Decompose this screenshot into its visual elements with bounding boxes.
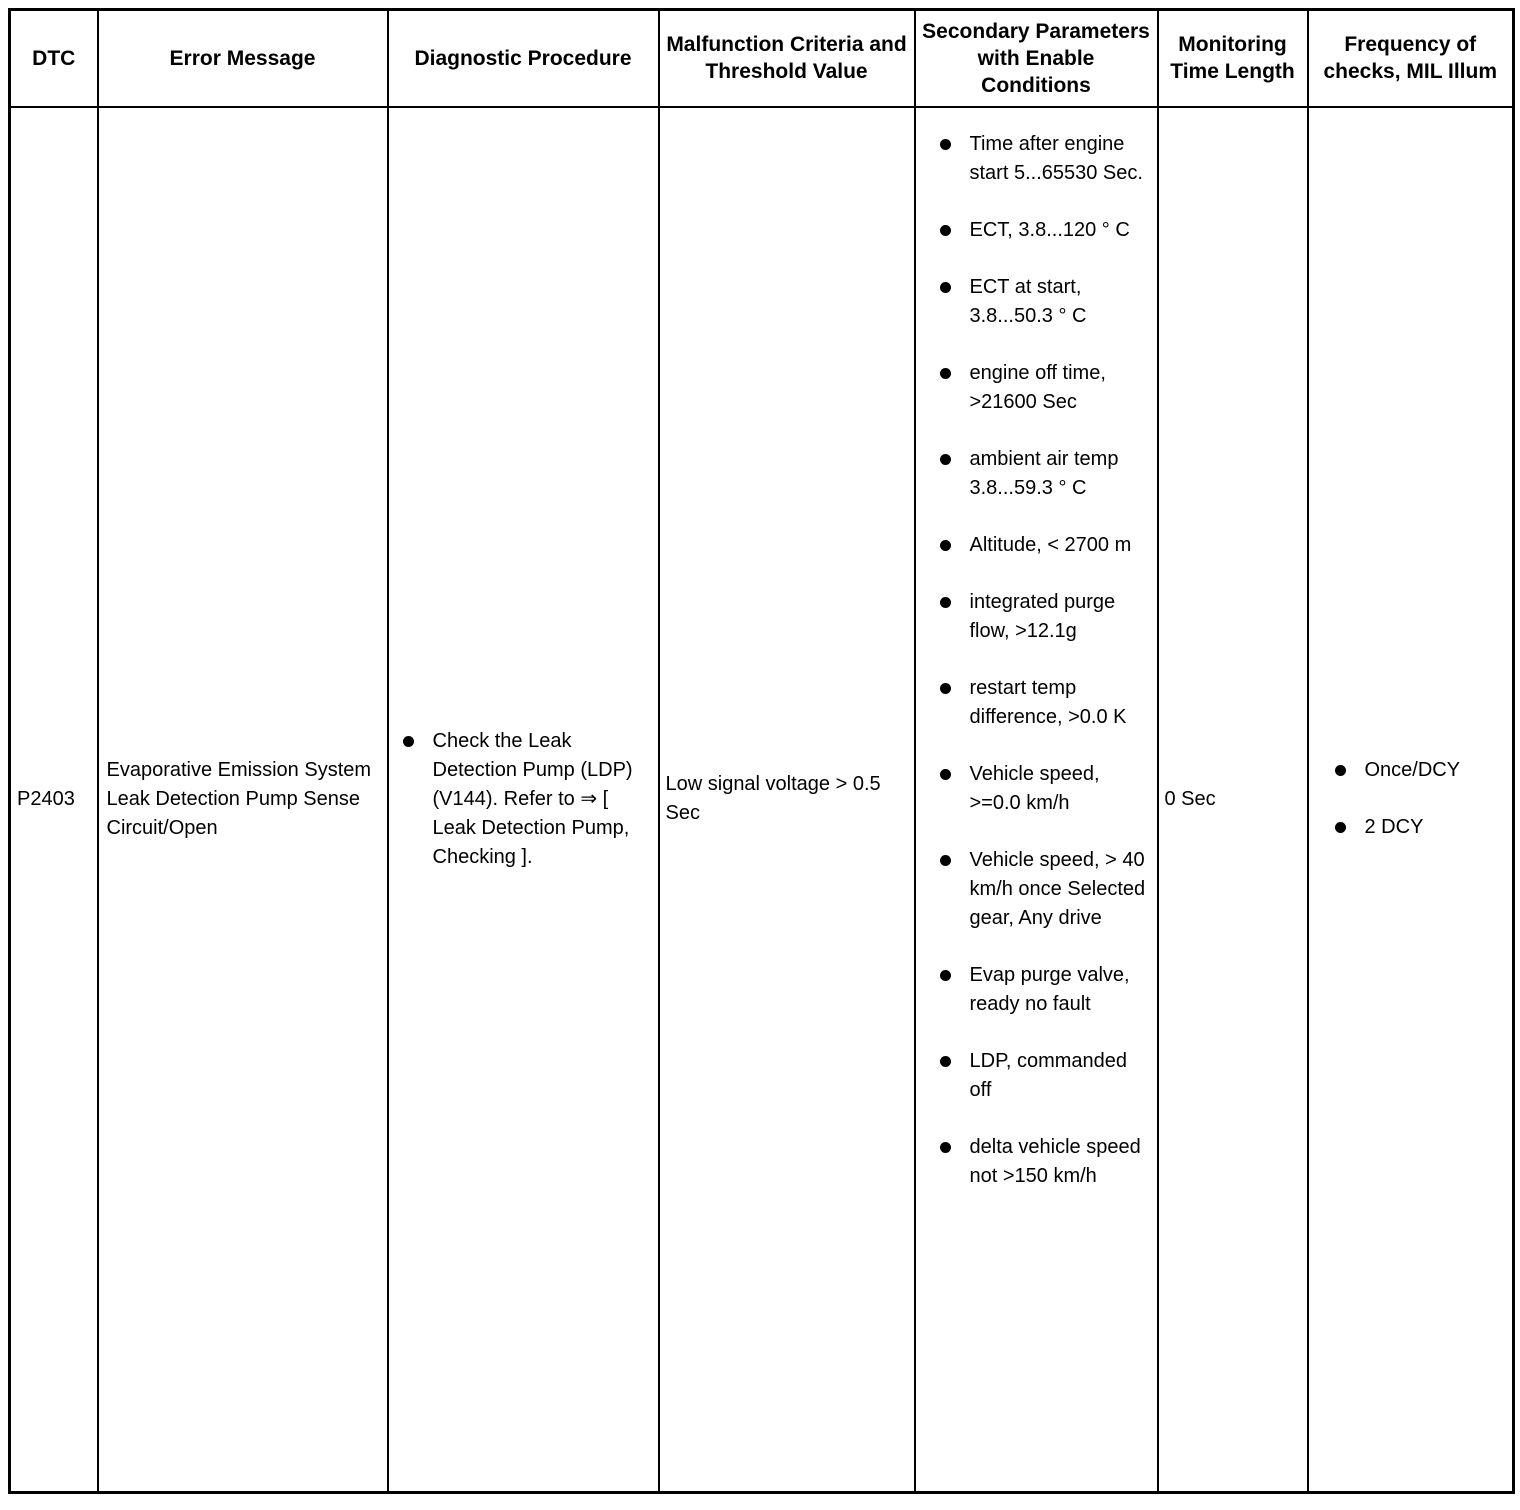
list-item bbox=[940, 760, 1151, 818]
list-item bbox=[940, 445, 1151, 503]
bullet-icon bbox=[940, 540, 951, 551]
bullet-icon bbox=[940, 597, 951, 608]
list-item bbox=[403, 727, 650, 872]
column-header-monitoring-time: Monitoring Time Length bbox=[1158, 10, 1308, 107]
parameter-text: ECT, 3.8...120 ° C bbox=[969, 218, 1130, 241]
bullet-icon bbox=[940, 368, 951, 379]
list-item bbox=[940, 359, 1151, 417]
column-header-error-message: Error Message bbox=[98, 10, 388, 107]
bullet-icon bbox=[403, 736, 414, 747]
list-item bbox=[940, 216, 1151, 245]
list-item bbox=[940, 961, 1151, 1019]
bullet-icon bbox=[940, 683, 951, 694]
procedure-text: Check the Leak Detection Pump (LDP) (V144). Refer to ⇒ [ Leak Detection Pump, Checking ]. bbox=[432, 729, 633, 868]
bullet-icon bbox=[940, 1142, 951, 1153]
list-item bbox=[940, 130, 1151, 188]
parameter-text: Time after engine start 5...65530 Sec. bbox=[969, 132, 1143, 184]
table-header-row bbox=[10, 10, 1514, 107]
secondary-parameters-list bbox=[940, 130, 1151, 1191]
cell-dtc-code: P2403 bbox=[10, 107, 98, 1493]
bullet-icon bbox=[940, 769, 951, 780]
parameter-text: LDP, commanded off bbox=[969, 1049, 1127, 1101]
list-item bbox=[940, 531, 1151, 560]
bullet-icon bbox=[940, 282, 951, 293]
cell-diagnostic-procedure bbox=[388, 107, 659, 1493]
list-item bbox=[1335, 813, 1505, 842]
bullet-icon bbox=[940, 454, 951, 465]
list-item bbox=[940, 846, 1151, 933]
list-item bbox=[940, 1047, 1151, 1105]
bullet-icon bbox=[940, 970, 951, 981]
bullet-icon bbox=[940, 139, 951, 150]
parameter-text: Altitude, < 2700 m bbox=[969, 533, 1132, 556]
parameter-text: Evap purge valve, ready no fault bbox=[969, 963, 1130, 1015]
column-header-secondary-parameters: Secondary Parameters with Enable Conditions bbox=[915, 10, 1158, 107]
parameter-text: integrated purge flow, >12.1g bbox=[969, 590, 1116, 642]
diagnostic-procedure-list bbox=[403, 727, 650, 872]
bullet-icon bbox=[940, 855, 951, 866]
bullet-icon bbox=[1335, 822, 1346, 833]
dtc-table bbox=[8, 8, 1515, 1494]
column-header-dtc: DTC bbox=[10, 10, 98, 107]
column-header-diagnostic-procedure: Diagnostic Procedure bbox=[388, 10, 659, 107]
parameter-text: Vehicle speed, > 40 km/h once Selected gear, Any drive bbox=[969, 848, 1146, 929]
bullet-icon bbox=[1335, 765, 1346, 776]
parameter-text: delta vehicle speed not >150 km/h bbox=[969, 1135, 1141, 1187]
cell-error-message: Evaporative Emission System Leak Detection Pump Sense Circuit/Open bbox=[98, 107, 388, 1493]
table-row bbox=[10, 107, 1514, 1493]
cell-frequency bbox=[1308, 107, 1514, 1493]
parameter-text: ECT at start, 3.8...50.3 ° C bbox=[969, 275, 1087, 327]
list-item bbox=[940, 674, 1151, 732]
frequency-list bbox=[1335, 756, 1505, 842]
bullet-icon bbox=[940, 225, 951, 236]
list-item bbox=[940, 273, 1151, 331]
parameter-text: restart temp difference, >0.0 K bbox=[969, 676, 1127, 728]
frequency-text: 2 DCY bbox=[1364, 816, 1424, 839]
list-item bbox=[940, 1133, 1151, 1191]
parameter-text: engine off time, >21600 Sec bbox=[969, 361, 1106, 413]
list-item bbox=[1335, 756, 1505, 785]
list-item bbox=[940, 588, 1151, 646]
column-header-malfunction-criteria: Malfunction Criteria and Threshold Value bbox=[659, 10, 915, 107]
cell-secondary-parameters bbox=[915, 107, 1158, 1493]
cell-malfunction-criteria: Low signal voltage > 0.5 Sec bbox=[659, 107, 915, 1493]
bullet-icon bbox=[940, 1056, 951, 1067]
column-header-frequency: Frequency of checks, MIL Illum bbox=[1308, 10, 1514, 107]
frequency-text: Once/DCY bbox=[1364, 759, 1461, 782]
parameter-text: Vehicle speed, >=0.0 km/h bbox=[969, 762, 1100, 814]
cell-monitoring-time: 0 Sec bbox=[1158, 107, 1308, 1493]
parameter-text: ambient air temp 3.8...59.3 ° C bbox=[969, 447, 1119, 499]
